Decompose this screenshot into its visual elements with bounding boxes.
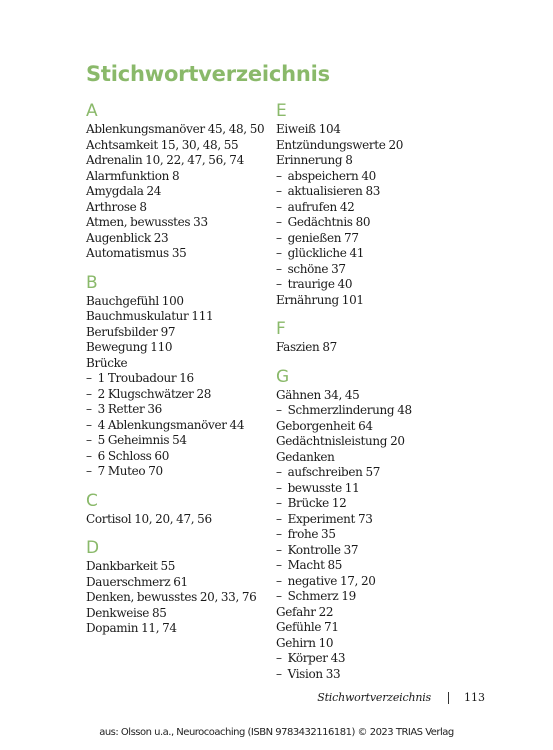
index-subentry: – schöne 37 xyxy=(276,262,466,278)
section-letter: A xyxy=(86,101,98,121)
index-entry: Geborgenheit 64 xyxy=(276,418,373,433)
section-letter: B xyxy=(86,272,98,293)
index-entry: Gehirn 10 xyxy=(276,635,334,650)
section-letter: D xyxy=(86,538,100,558)
section-letter: F xyxy=(276,319,286,339)
index-subentry: – 1 Troubadour 16 xyxy=(86,371,276,387)
index-entry: Faszien 87 xyxy=(276,340,337,354)
index-entry: Brücke xyxy=(86,355,128,370)
index-entry: Gefühle 71 xyxy=(276,620,339,634)
index-section-c xyxy=(86,491,276,528)
index-section-f xyxy=(276,319,466,356)
index-entry: Ernährung 101 xyxy=(276,292,364,307)
index-subentry: – traurige 40 xyxy=(276,277,466,293)
index-column-left xyxy=(86,101,276,637)
index-subentry: – Kontrolle 37 xyxy=(276,543,466,559)
index-entry: Gedächtnisleistung 20 xyxy=(276,434,405,448)
index-entry: Achtsamkeit 15, 30, 48, 55 xyxy=(86,137,239,152)
index-subentry: – bewusste 11 xyxy=(276,481,466,497)
index-entry: Berufsbilder 97 xyxy=(86,324,176,339)
index-column-right xyxy=(276,101,466,682)
index-subentry: – Experiment 73 xyxy=(276,512,466,528)
index-subentry: – Körper 43 xyxy=(276,651,466,667)
index-subentry: – 7 Muteo 70 xyxy=(86,464,276,480)
index-entry: Alarmfunktion 8 xyxy=(86,168,180,183)
index-entry: Augenblick 23 xyxy=(86,230,169,245)
index-entry: Bauchmuskulatur 111 xyxy=(86,309,214,323)
section-letter: G xyxy=(276,366,290,387)
index-section-d xyxy=(86,538,276,637)
index-subentry: – frohe 35 xyxy=(276,527,466,543)
index-subentry: – Schmerzlinderung 48 xyxy=(276,403,466,419)
footer-divider xyxy=(448,692,449,704)
index-entry: Ablenkungsmanöver 45, 48, 50 xyxy=(86,122,265,136)
section-letter: C xyxy=(86,490,98,511)
index-entry: Erinnerung 8 xyxy=(276,153,353,167)
index-subentry: – Macht 85 xyxy=(276,558,466,574)
index-entry: Entzündungswerte 20 xyxy=(276,137,404,152)
index-entry: Arthrose 8 xyxy=(86,199,147,214)
index-subentry: – genießen 77 xyxy=(276,231,466,247)
running-footer-section: Stichwortverzeichnis xyxy=(317,691,431,704)
index-entry: Dankbarkeit 55 xyxy=(86,559,176,573)
index-entry: Gefahr 22 xyxy=(276,604,334,619)
index-subentry: – aufrufen 42 xyxy=(276,200,466,216)
index-subentry: – 3 Retter 36 xyxy=(86,402,276,418)
section-letter: E xyxy=(276,101,287,121)
index-entry: Dopamin 11, 74 xyxy=(86,621,177,635)
index-entry: Gähnen 34, 45 xyxy=(276,387,360,402)
index-section-a xyxy=(86,101,276,262)
index-entry: Eiweiß 104 xyxy=(276,122,341,136)
page-number: 113 xyxy=(464,691,485,704)
index-section-b xyxy=(86,273,276,480)
index-section-e xyxy=(276,101,466,308)
index-entry: Amygdala 24 xyxy=(86,184,162,198)
index-entry: Bewegung 110 xyxy=(86,340,173,354)
index-subentry: – Schmerz 19 xyxy=(276,589,466,605)
index-subentry: – Brücke 12 xyxy=(276,496,466,512)
index-subentry: – glückliche 41 xyxy=(276,246,466,262)
index-entry: Denkweise 85 xyxy=(86,605,167,620)
index-subentry: – 6 Schloss 60 xyxy=(86,449,276,465)
index-subentry: – aufschreiben 57 xyxy=(276,465,466,481)
index-entry: Denken, bewusstes 20, 33, 76 xyxy=(86,590,257,604)
index-entry: Gedanken xyxy=(276,449,335,464)
index-subentry: – Gedächtnis 80 xyxy=(276,215,466,231)
index-entry: Automatismus 35 xyxy=(86,246,187,260)
source-citation: aus: Olsson u.a., Neurocoaching (ISBN 9783432116181) © 2023 TRIAS Verlag xyxy=(99,727,454,738)
index-subentry: – 4 Ablenkungsmanöver 44 xyxy=(86,418,276,434)
index-subentry: – abspeichern 40 xyxy=(276,169,466,185)
index-entry: Atmen, bewusstes 33 xyxy=(86,215,208,229)
page-title: Stichwortverzeichnis xyxy=(86,62,330,86)
index-subentry: – 5 Geheimnis 54 xyxy=(86,433,276,449)
index-entry: Dauerschmerz 61 xyxy=(86,574,188,589)
index-entry: Bauchgefühl 100 xyxy=(86,293,184,308)
index-subentry: – negative 17, 20 xyxy=(276,574,466,590)
index-section-g xyxy=(276,367,466,683)
index-subentry: – 2 Klugschwätzer 28 xyxy=(86,387,276,403)
index-subentry: – aktualisieren 83 xyxy=(276,184,466,200)
index-entry: Cortisol 10, 20, 47, 56 xyxy=(86,511,212,526)
index-subentry: – Vision 33 xyxy=(276,667,466,683)
index-entry: Adrenalin 10, 22, 47, 56, 74 xyxy=(86,153,244,167)
